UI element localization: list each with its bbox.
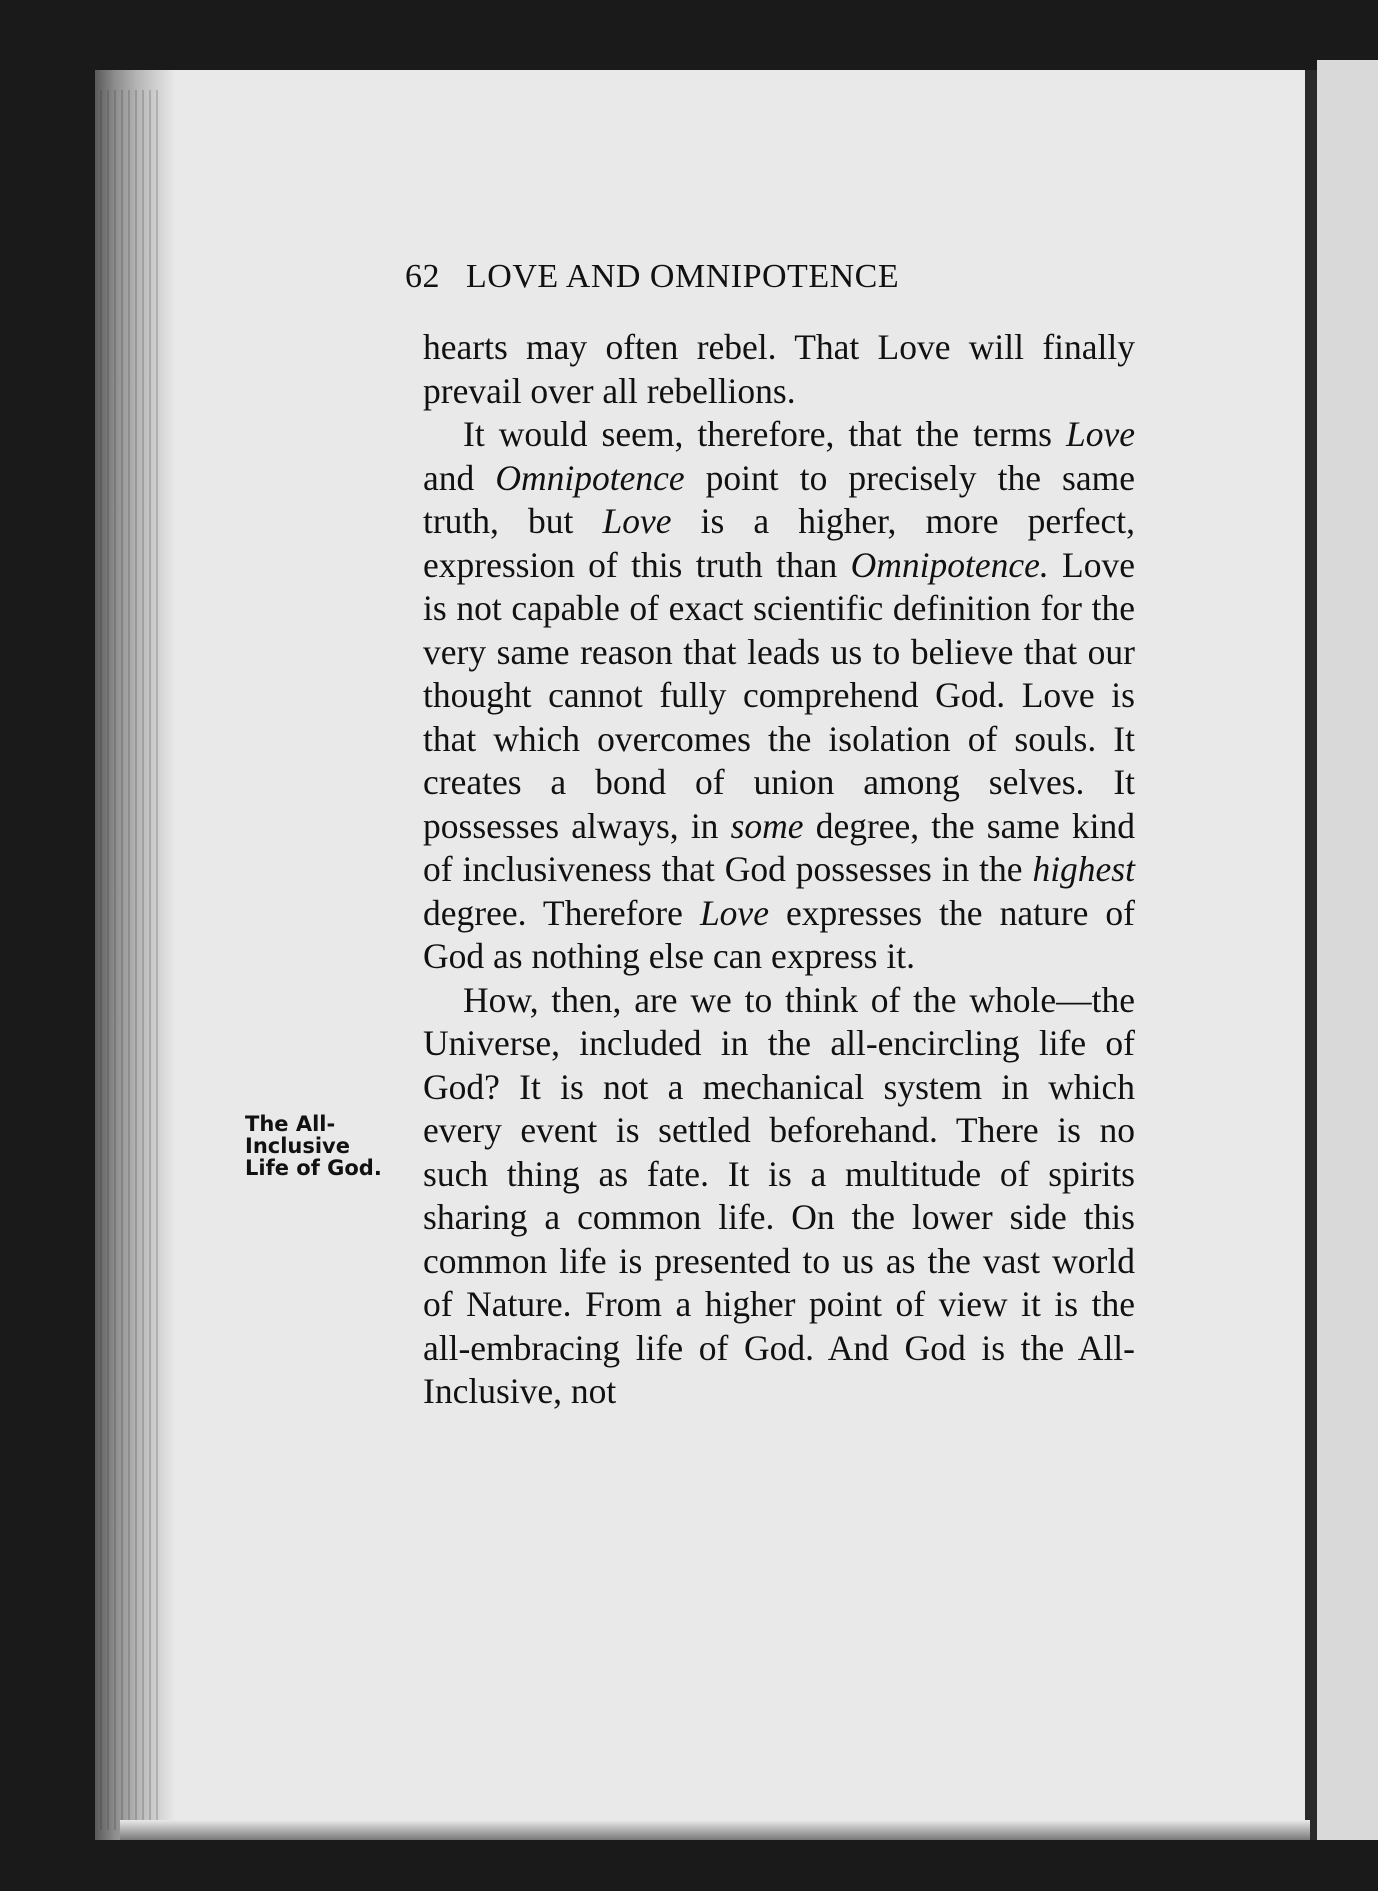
margin-note-line: Inclusive [245, 1134, 350, 1158]
running-title: LOVE AND OMNIPOTENCE [466, 258, 900, 295]
paragraph-1: hearts may often rebel. That Love will finally prevail over all rebellions. [423, 327, 1135, 411]
margin-note-line: Life of God. [245, 1156, 382, 1180]
page-number: 62 [405, 258, 440, 295]
page-right-edge [1305, 70, 1317, 1840]
page-bottom-shadow [120, 1820, 1310, 1840]
page-edge-texture [100, 90, 160, 1830]
margin-note-line: The All- [245, 1112, 336, 1136]
facing-page-strip [1317, 60, 1378, 1840]
body-text [423, 326, 1135, 1414]
margin-note [245, 1113, 405, 1179]
paragraph-2: It would seem, therefore, that the terms Love and Omnipotence point to precisely the same truth, but Love is a higher, more perfect, expression of this truth than Omnipotence. Love is not capable of exact scientific definition for the very same reason that leads us to believe that our thought cannot fully comprehend God. Love is that which overcomes the isolation of souls. It creates a bond of union among selves. It possesses always, in some degree, the same kind of inclusiveness that God possesses in the highest degree. Therefore Love expresses the nature of God as nothing else can express it. [423, 414, 1135, 976]
running-header [405, 258, 1035, 302]
paragraph-3: How, then, are we to think of the whole—the Universe, included in the all-encircling life of God? It is not a mechanical system in which every event is settled beforehand. There is no such thing as fate. It is a multitude of spirits sharing a common life. On the lower side this common life is presented to us as the vast world of Nature. From a higher point of view it is the all-embracing life of God. And God is the All-Inclusive, not [423, 979, 1135, 1411]
